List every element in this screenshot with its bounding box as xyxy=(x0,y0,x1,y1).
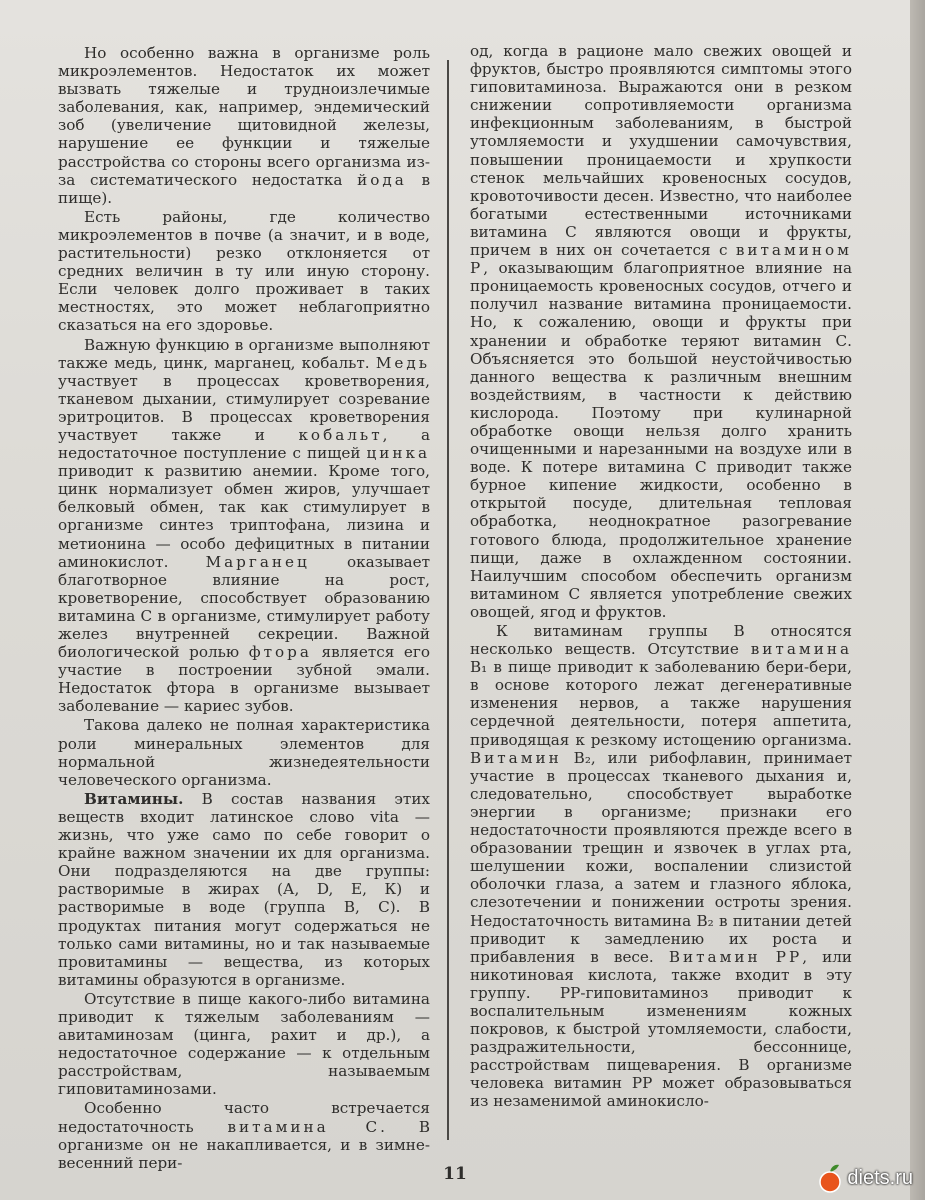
text: в пище приводит к заболеванию бери-бери, в основе которого лежат дегенеративные изменения нервов, а также нарушения сердечной деятельности, потеря аппетита, приводящая к резкому истощению организма. xyxy=(470,658,852,749)
emphasized-term: Витамин xyxy=(668,947,761,966)
text: участвует в процессах кроветворения, тканевом дыхании, стимулирует созревание эритроцитов. В процессах кроветворения участвует также и xyxy=(58,371,430,444)
emphasized-term: Марганец xyxy=(205,552,310,571)
emphasized-term: Медь xyxy=(375,353,431,372)
paragraph xyxy=(470,622,852,1111)
text: оказывает благотворное влияние на рост, кроветворение, способствует образованию витамина С в организме, стимулирует работу желез внутренней секреции. Важной биологической ролью xyxy=(58,552,430,662)
section-heading: Витамины. xyxy=(84,789,184,808)
paragraph xyxy=(58,336,430,716)
text: , оказывающим благоприятное влияние на проницаемость кровеносных сосудов, отчего и получил название витамина проницаемости. Но, к сожалению, овощи и фрукты при хранении и обработке теряют витамин С. Объясняется это большой неустойчивостью данного вещества к различным внешним воздействиям, в частности к действию кислорода. Поэтому при кулинарной обработке овощи нельзя долго хранить очищенными и нарезанными на воздухе или в воде. К потере витамина С приводит также бурное кипение жидкости, особенно в открытой посуде, длительная тепловая обработка, неоднократное разогревание готового блюда, продолжительное хранение пищи, даже в охлажденном состоянии. Наилучшим способом обеспечить организм витамином С является употребление свежих овощей, ягод и фруктов. xyxy=(470,259,852,621)
text: является его участие в построении зубной эмали. Недостаток фтора в организме вызывает заболевание — кариес зубов. xyxy=(58,643,430,716)
emphasized-term: йода xyxy=(357,170,407,189)
text: В состав названия этих веществ входит латинское слово vita — жизнь, что уже само по себе говорит о крайне важном значении их для организма. Они подразделяются на две группы: растворимые в жирах (А, D, Е, К) и растворимые в воде (группа В, С). В продуктах питания могут содержаться не только сами витамины, но и так называемые провитамины — вещества, из которых витамины образуются в организме. xyxy=(58,789,431,989)
emphasized-term: витамином Р xyxy=(470,241,852,278)
watermark-text: diets.ru xyxy=(847,1166,913,1189)
vitamin-label: В₂ xyxy=(573,748,591,767)
left-column xyxy=(58,44,430,1172)
paragraph xyxy=(58,790,430,989)
page-number: 11 xyxy=(443,1164,467,1184)
paragraph: Отсутствие в пище какого-либо витамина приводит к тяжелым заболеваниям — авитаминозам (цинга, рахит и др.), а недостаточное содержание — к отдельным расстройствам, называемым гиповитаминозами. xyxy=(58,989,430,1099)
emphasized-term: фтора xyxy=(248,643,312,662)
paragraph xyxy=(58,44,430,207)
text: Особенно часто встречается недостаточность xyxy=(58,1099,430,1136)
watermark-logo[interactable] xyxy=(817,1163,913,1193)
column-divider xyxy=(447,60,449,1140)
text: Но особенно важна в организме роль микроэлементов. Недостаток их может вызвать тяжелые и трудноизлечимые заболевания, как, например, эндемический зоб (увеличение щитовидной железы, нарушение ее функции и тяжелые расстройства со стороны всего организма из-за систематического недостатка xyxy=(58,44,430,189)
emphasized-term: Витамин xyxy=(470,748,562,767)
paragraph: Есть районы, где количество микроэлементов в почве (а значит, и в воде, растительности) резко отклоняется от средних величин в ту или иную сторону. Если человек долго проживает в таких местностях, это может неблагоприятно сказаться на его здоровье. xyxy=(58,207,430,335)
paragraph: Такова далеко не полная характеристика роли минеральных элементов для нормальной жизнедеятельности человеческого организма. xyxy=(58,716,430,789)
emphasized-term: кобальт xyxy=(298,425,383,444)
text: од, когда в рационе мало свежих овощей и фруктов, быстро проявляются симптомы этого гиповитаминоза. Выражаются они в резком снижении сопротивляемости организма инфекционным заболеваниям, в быстрой утомляемости и ухудшении самочувствия, повышении проницаемости и хрупкости стенок мельчайших кровеносных сосудов, кровоточивости десен. Известно, что наиболее богатыми естественными источниками витамина С являются овощи и фрукты, причем в них он сочетается с xyxy=(470,42,852,260)
page-edge-background xyxy=(910,0,925,1200)
emphasized-term: цинка xyxy=(366,444,430,463)
vitamin-label: РР xyxy=(775,947,803,966)
apple-icon xyxy=(817,1163,843,1193)
paragraph xyxy=(470,42,852,621)
emphasized-term: витамина С xyxy=(227,1117,381,1136)
text: Важную функцию в организме выполняют также медь, цинк, марганец, кобальт. xyxy=(58,335,430,372)
text: . В организме он не накапливается, и в зимне-весенний пери- xyxy=(58,1117,430,1172)
text: К витаминам группы В относятся несколько веществ. Отсутствие xyxy=(470,622,852,659)
text: , а недостаточное поступление с пищей xyxy=(58,425,430,463)
text: , или никотиновая кислота, также входит в эту группу. РР-гиповитаминоз приводит к воспалительным изменениям кожных покровов, к быстрой утомляемости, слабости, раздражительности, бессоннице, расстройствам пищеварения. В организме человека витамин РР может образовываться из незаменимой аминокисло- xyxy=(470,947,853,1111)
paragraph xyxy=(58,1099,430,1171)
text: в пище). xyxy=(58,170,431,207)
vitamin-label: В₁ xyxy=(470,658,488,677)
text: приводит к развитию анемии. Кроме того, цинк нормализует обмен жиров, улучшает белковый обмен, так как стимулирует в организме синтез триптофана, лизина и метионина — особо дефицитных в питании аминокислот. xyxy=(58,462,430,571)
text: , или рибофлавин, принимает участие в процессах тканевого дыхания и, следовательно, способствует выработке энергии в организме; признаки его недостаточности проявляются прежде всего в образовании трещин и язвочек в углах рта, шелушении кожи, воспалении слизистой оболочки глаза, а затем и глазного яблока, слезотечении и понижении остроты зрения. Недостаточность витамина В₂ в питании детей приводит к замедлению их роста и прибавления в весе. xyxy=(470,748,852,966)
right-column xyxy=(470,42,852,1111)
emphasized-term: витамина xyxy=(750,640,852,659)
